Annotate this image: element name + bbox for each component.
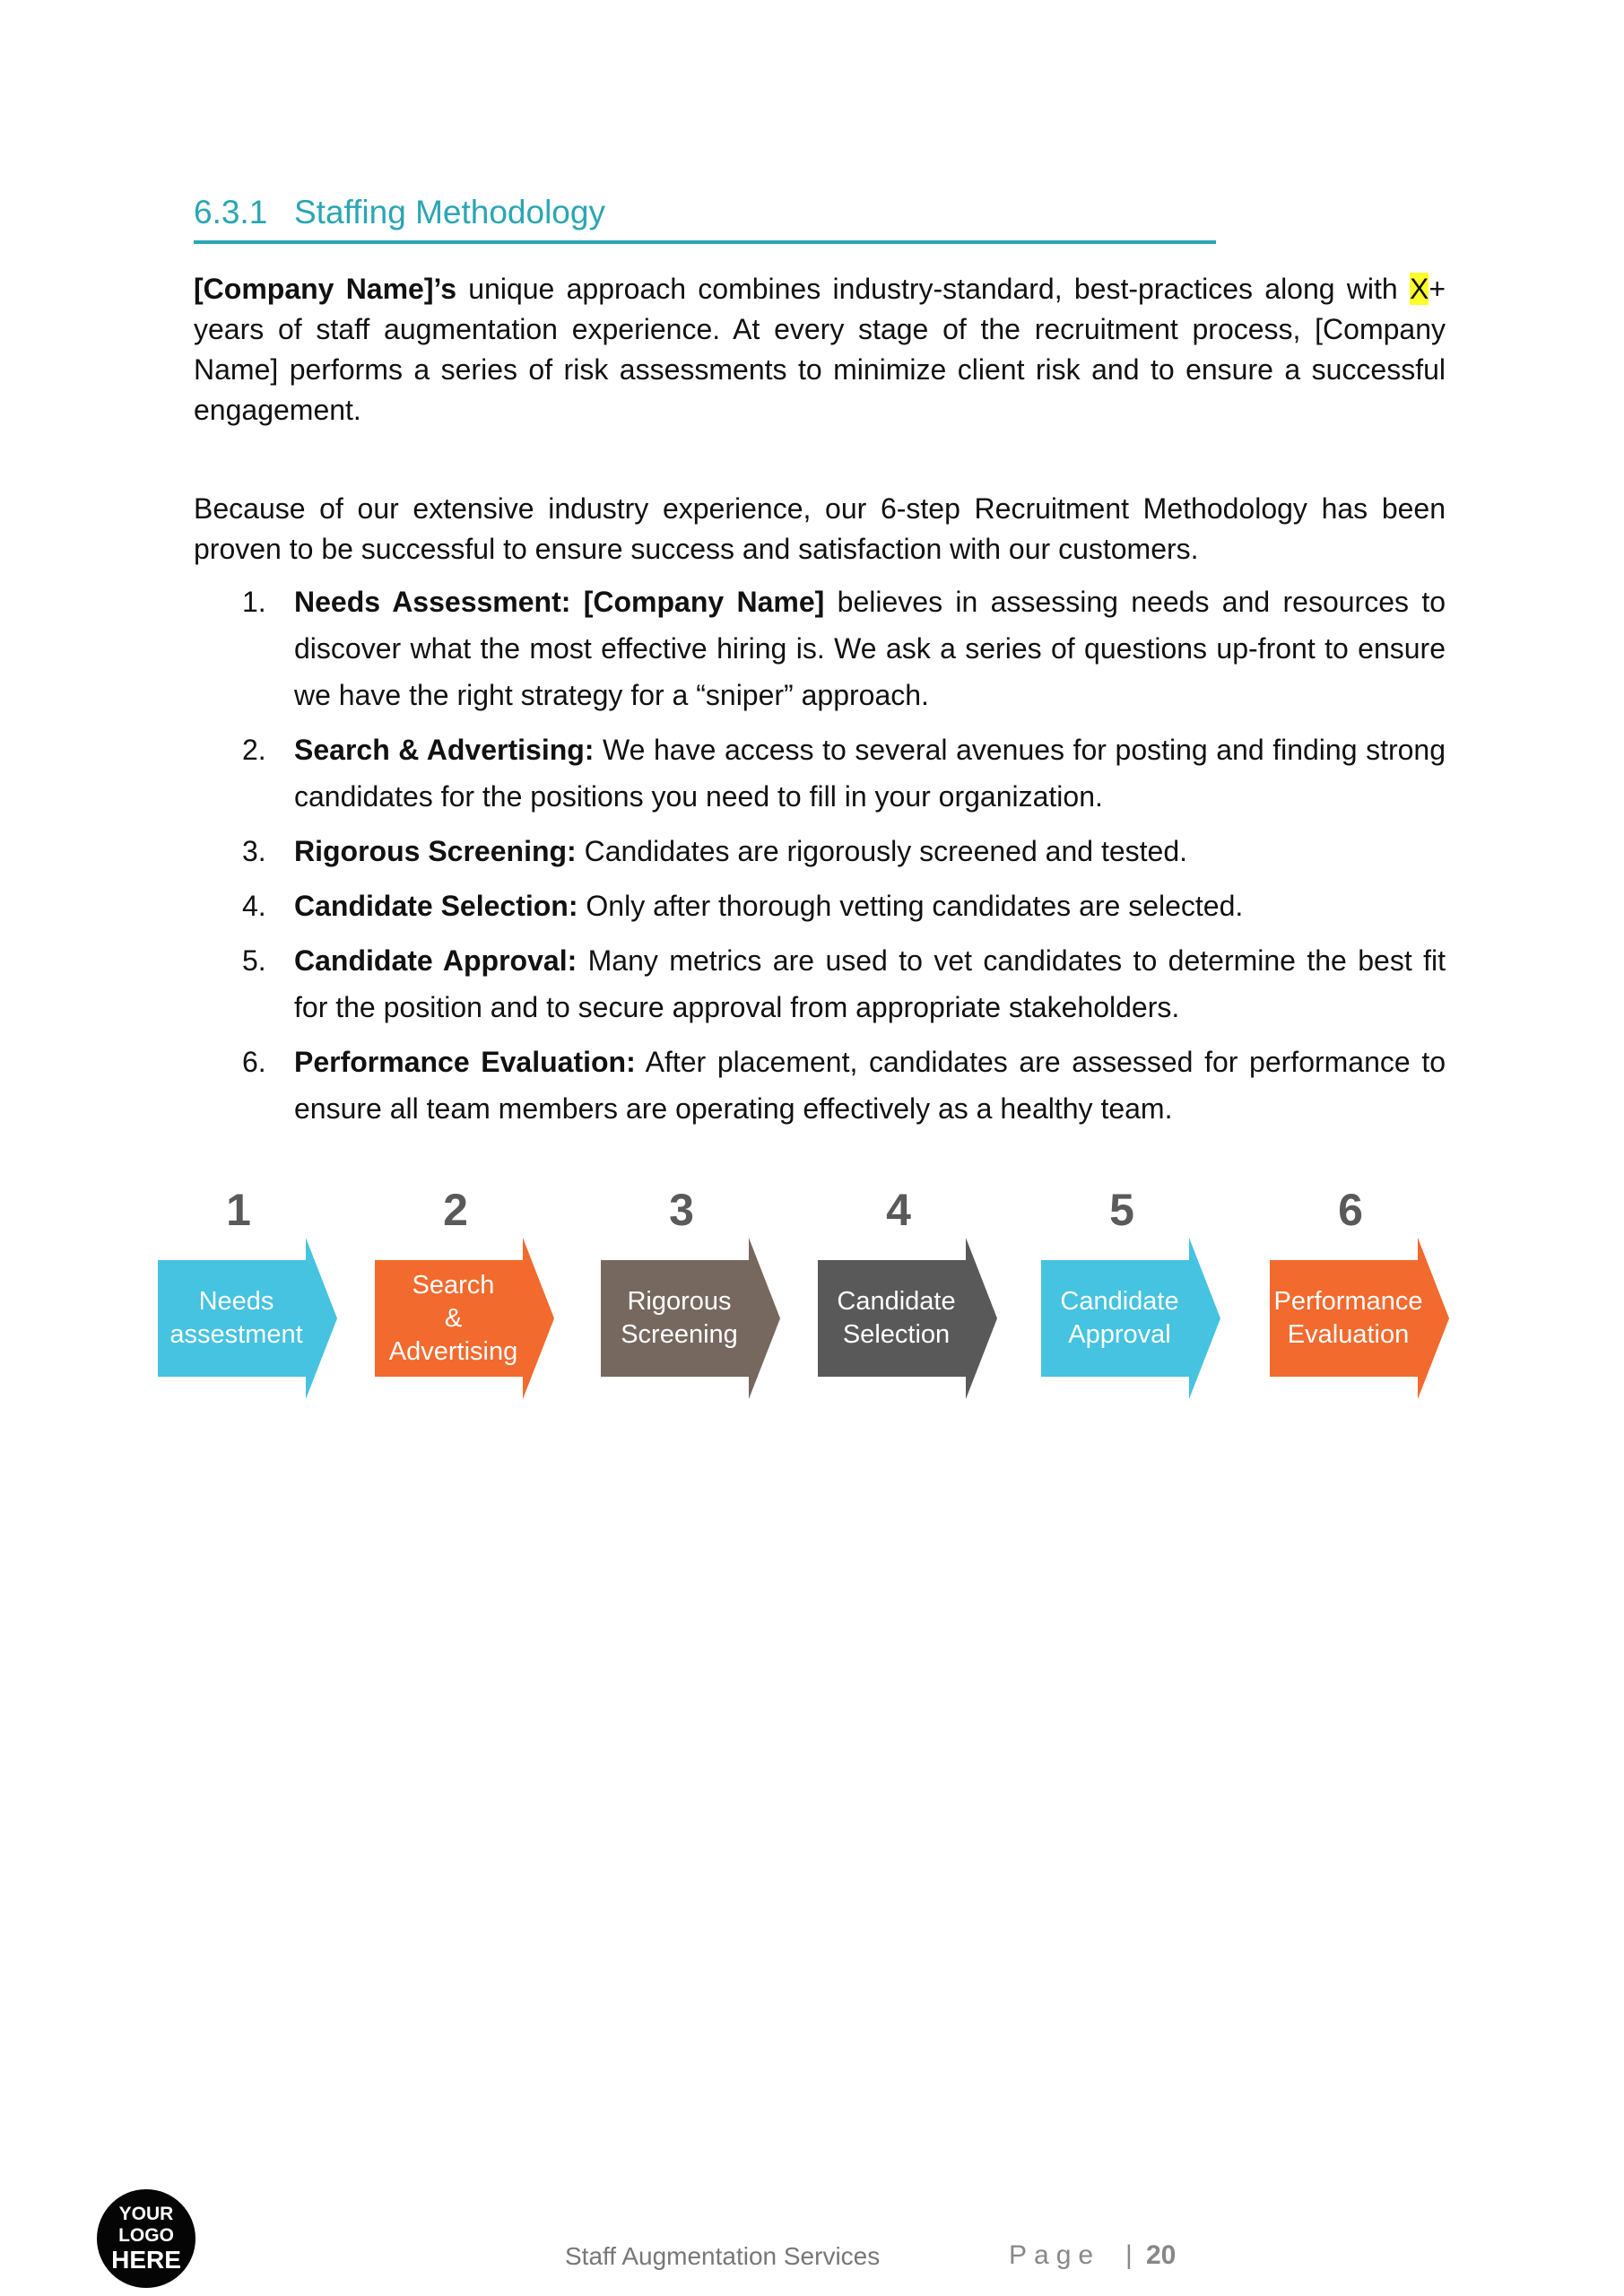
step-number: 4. [242, 890, 266, 922]
flow-step-label-line: Approval [1068, 1320, 1171, 1349]
logo-placeholder [97, 2189, 195, 2288]
list-item [194, 937, 1446, 1031]
flow-step-label-line: assestment [169, 1320, 303, 1349]
logo-text: LOGO [118, 2225, 174, 2246]
methodology-paragraph: Because of our extensive industry experience, our 6-step Recruitment Methodology has been proven to be successful to ensure success and satisfaction with our customers. [194, 492, 1446, 565]
process-flow-diagram [158, 1184, 1467, 1417]
footer-separator: | [1125, 2240, 1133, 2270]
step-title: Needs Assessment: [Company Name] [294, 586, 825, 618]
flow-step-label [1041, 1260, 1198, 1377]
flow-step-number: 3 [669, 1185, 694, 1235]
step-text: After placement, candidates are assessed for performance to ensure all team members are operating effectively as a healthy team. [294, 1046, 1446, 1125]
flow-step-label-line: Advertising [388, 1336, 518, 1366]
intro-paragraph [194, 269, 1446, 430]
step-number: 2. [242, 734, 266, 766]
list-item [194, 828, 1446, 874]
step-text: Candidates are rigorously screened and tested. [576, 835, 1187, 867]
step-title: Search & Advertising: [294, 734, 595, 766]
flow-step-label [158, 1260, 315, 1377]
flow-step-label-line: Rigorous [627, 1287, 732, 1316]
flow-step-number: 4 [886, 1185, 911, 1235]
company-name-bold: [Company Name]’s [194, 273, 457, 305]
step-title: Candidate Selection: [294, 890, 578, 922]
step-number: 3. [242, 835, 266, 867]
flow-step-number: 5 [1109, 1185, 1134, 1235]
flow-step-label-line: Search [412, 1270, 495, 1300]
list-item [194, 1039, 1446, 1132]
intro-text-b: + years of staff augmentation experience. At every stage of the recruitment process, [Company Name] performs a series of risk assessments to minimize client risk and to ensure a successful engagement. [194, 273, 1446, 426]
step-number: 5. [242, 944, 266, 977]
flow-step-number: 6 [1338, 1185, 1363, 1235]
step-number: 1. [242, 586, 266, 618]
flow-step-label-line: Candidate [837, 1287, 956, 1316]
footer-page-number: 20 [1146, 2240, 1177, 2270]
logo-text: HERE [111, 2246, 181, 2274]
step-title: Candidate Approval: [294, 944, 578, 977]
step-title: Rigorous Screening: [294, 835, 577, 867]
step-text: We have access to several avenues for posting and finding strong candidates for the positions you need to fill in your organization. [294, 734, 1446, 813]
flow-step-label-line: Performance [1273, 1287, 1423, 1316]
flow-step-label-line: Evaluation [1287, 1320, 1410, 1349]
list-item [194, 726, 1446, 820]
flow-step-label-line: & [444, 1303, 463, 1333]
flow-step-label [601, 1260, 758, 1377]
flow-step-label-line: Candidate [1060, 1287, 1179, 1316]
step-title: Performance Evaluation: [294, 1046, 636, 1078]
list-item [194, 578, 1446, 718]
highlighted-placeholder: X [1409, 273, 1429, 305]
section-title: Staffing Methodology [294, 194, 605, 230]
section-number: 6.3.1 [194, 194, 268, 230]
list-item [194, 883, 1446, 929]
section-heading [194, 194, 1216, 244]
intro-text-a: unique approach combines industry-standard, best-practices along with [456, 273, 1410, 305]
logo-text: YOUR [118, 2204, 174, 2224]
footer-page-label: Page [1009, 2240, 1101, 2270]
footer-document-title: Staff Augmentation Services [565, 2242, 881, 2270]
flow-step-label [375, 1260, 532, 1377]
flow-step-label [818, 1260, 975, 1377]
flow-step-number: 1 [226, 1185, 251, 1235]
flow-step-label-line: Selection [842, 1320, 951, 1349]
flow-step-label-line: Needs [198, 1287, 274, 1316]
flow-step-number: 2 [443, 1185, 468, 1235]
flow-step-label [1270, 1260, 1427, 1377]
flow-step-label-line: Screening [621, 1320, 738, 1349]
step-text: Many metrics are used to vet candidates to determine the best fit for the position and to secure approval from appropriate stakeholders. [294, 944, 1446, 1023]
step-text: believes in assessing needs and resources to discover what the most effective hiring is. We ask a series of questions up-front to ensure we have the right strategy for a “sniper” approach. [294, 586, 1446, 711]
step-number: 6. [242, 1046, 266, 1078]
steps-list [194, 578, 1446, 1140]
step-text: Only after thorough vetting candidates are selected. [578, 890, 1244, 922]
